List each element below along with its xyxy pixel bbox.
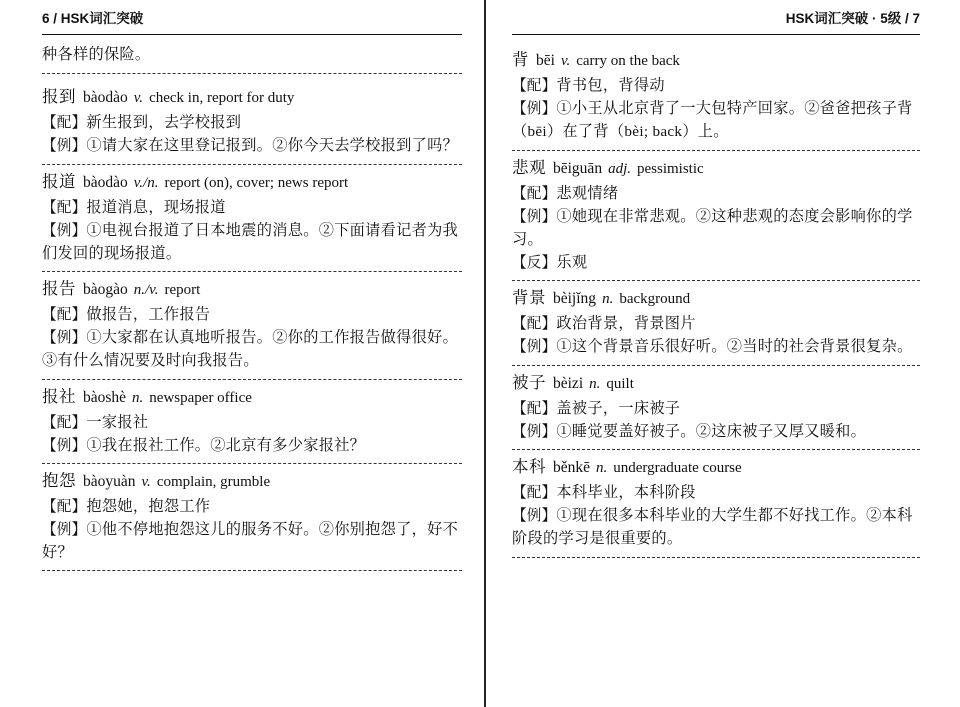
entry-line-text: ①她现在非常悲观。②这种悲观的态度会影响你的学习。 — [512, 207, 913, 248]
entry-line-tag: 【配】 — [512, 400, 557, 417]
entry-headword: 抱怨 — [42, 471, 76, 490]
entry-part-of-speech: n./v. — [133, 282, 159, 299]
entry-collocation-line — [42, 196, 462, 219]
entry-headword: 报到 — [42, 88, 76, 107]
dictionary-entry — [42, 464, 462, 572]
entry-headline — [512, 286, 920, 311]
entry-line-tag: 【配】 — [42, 499, 87, 516]
entry-example-line — [512, 420, 920, 443]
entry-line-text: 报道消息，现场报道 — [86, 198, 226, 216]
entry-example-line — [512, 335, 920, 358]
entry-headline — [42, 85, 462, 110]
entry-pinyin: bàoyuàn — [83, 472, 136, 490]
entry-pinyin: běnkē — [553, 459, 591, 477]
entry-pinyin: bēi — [536, 52, 555, 69]
entry-gloss: quilt — [606, 375, 634, 392]
entry-line-tag: 【例】 — [512, 208, 557, 225]
entry-collocation-line — [512, 182, 920, 205]
entry-pinyin: bàodào — [83, 173, 128, 191]
entry-collocation-line — [42, 495, 462, 518]
entry-collocation-line — [42, 411, 462, 434]
entry-example-line — [512, 97, 920, 143]
entry-headline — [512, 156, 920, 181]
entry-gloss: check in, report for duty — [149, 90, 295, 107]
entry-line-tag: 【配】 — [512, 185, 557, 202]
entry-line-text: ①我在报社工作。②北京有多少家报社？ — [86, 436, 366, 454]
entry-line-tag: 【例】 — [42, 437, 87, 454]
entry-collocation-line — [512, 481, 920, 504]
dictionary-entry — [512, 43, 920, 151]
entry-line-tag: 【配】 — [512, 78, 557, 95]
entry-line-tag: 【例】 — [42, 222, 87, 239]
entry-headword: 报社 — [42, 387, 76, 406]
entry-headline — [42, 277, 462, 302]
entry-gloss: report — [164, 282, 201, 299]
entry-line-text: ①这个背景音乐很好听。②当时的社会背景很复杂。 — [556, 338, 913, 356]
entry-part-of-speech: v./n. — [133, 174, 159, 191]
entry-headword: 被子 — [512, 373, 546, 392]
entry-line-tag: 【配】 — [42, 414, 87, 431]
entry-gloss: carry on the back — [576, 53, 680, 69]
dictionary-entry — [42, 80, 462, 164]
entry-gloss: complain, grumble — [156, 473, 271, 490]
entry-example-line — [42, 518, 462, 564]
entry-line-tag: 【配】 — [512, 485, 557, 502]
entry-pinyin: bàoshè — [83, 388, 127, 406]
entry-antonym-line — [512, 251, 920, 274]
entry-headline — [42, 385, 462, 410]
entry-line-tag: 【例】 — [512, 339, 557, 356]
entry-line-text: 背书包，背得动 — [556, 77, 665, 95]
left-header-rule — [42, 34, 462, 35]
entry-headline — [512, 371, 920, 396]
entry-line-text: 做报告，工作报告 — [86, 306, 211, 324]
entry-part-of-speech: v. — [133, 90, 144, 107]
dictionary-entry — [42, 272, 462, 380]
entry-example-line — [512, 205, 920, 251]
entry-line-tag: 【例】 — [42, 138, 87, 155]
entry-part-of-speech: n. — [596, 460, 608, 477]
entry-line-text: ①他不停地抱怨这儿的服务不好。②你别抱怨了，好不好？ — [42, 521, 459, 562]
entry-line-text: 盖被子，一床被子 — [556, 399, 681, 417]
entry-pinyin: bàodào — [83, 89, 128, 107]
entry-collocation-line — [42, 111, 462, 134]
entry-example-line — [42, 134, 462, 157]
entry-part-of-speech: v. — [560, 53, 571, 69]
entry-line-tag: 【配】 — [42, 307, 87, 324]
entry-line-tag: 【例】 — [512, 423, 557, 440]
left-running-head: 6 / HSK词汇突破 — [42, 11, 144, 26]
entry-example-line — [42, 434, 462, 457]
entry-line-text: 新生报到，去学校报到 — [86, 114, 242, 132]
entry-pinyin: bēiguān — [553, 159, 603, 177]
entry-part-of-speech: v. — [141, 473, 151, 490]
entry-line-tag: 【例】 — [42, 522, 87, 539]
entry-headword: 悲观 — [512, 158, 546, 177]
entry-line-text: ①睡觉要盖好被子。②这床被子又厚又暖和。 — [556, 422, 867, 440]
entry-headword: 背 — [512, 51, 529, 69]
entry-headword: 报道 — [42, 172, 76, 191]
entry-line-text: 一家报社 — [86, 413, 149, 431]
entry-example-line — [512, 504, 920, 550]
entry-pinyin: bèijǐng — [553, 290, 597, 308]
entry-line-tag: 【例】 — [42, 330, 87, 347]
entry-headword: 本科 — [512, 458, 546, 477]
entry-collocation-line — [42, 303, 462, 326]
entry-line-tag: 【反】 — [512, 255, 557, 272]
entry-line-tag: 【配】 — [42, 199, 87, 216]
dictionary-entry — [512, 281, 920, 365]
entry-collocation-line — [512, 397, 920, 420]
entry-line-tag: 【配】 — [512, 316, 557, 333]
entry-line-text: 悲观情绪 — [556, 184, 619, 202]
entry-line-text: ①小王从北京背了一大包特产回家。②爸爸把孩子背（bēi）在了背（bèi; back）上。 — [512, 100, 913, 141]
entry-line-text: 本科毕业，本科阶段 — [556, 484, 696, 502]
entry-line-tag: 【配】 — [42, 115, 87, 132]
entry-part-of-speech: n. — [602, 291, 614, 308]
entry-line-text: ①电视台报道了日本地震的消息。②下面请看记者为我们发回的现场报道。 — [42, 221, 459, 262]
right-entry-list — [512, 43, 920, 558]
entry-line-text: ①请大家在这里登记报到。②你今天去学校报到了吗？ — [86, 137, 459, 155]
entry-part-of-speech: adj. — [608, 160, 631, 177]
dictionary-entry — [42, 165, 462, 273]
entry-line-tag: 【例】 — [512, 101, 557, 118]
entry-line-text: 政治背景，背景图片 — [556, 315, 696, 333]
entry-headline — [42, 469, 462, 494]
entry-headline — [42, 170, 462, 195]
right-header-rule — [512, 34, 920, 35]
right-page — [484, 0, 960, 707]
entry-example-line — [42, 326, 462, 372]
dictionary-entry — [512, 151, 920, 282]
entry-headword: 背景 — [512, 289, 546, 308]
entry-collocation-line — [512, 312, 920, 335]
left-entry-list — [42, 43, 462, 571]
entry-gloss: undergraduate course — [613, 460, 742, 477]
entry-headline — [512, 48, 920, 73]
entry-part-of-speech: n. — [132, 389, 144, 406]
entry-line-text: 乐观 — [556, 254, 588, 272]
dictionary-entry — [42, 380, 462, 464]
dictionary-entry — [512, 366, 920, 450]
entry-pinyin: bàogào — [83, 281, 128, 299]
entry-gloss: newspaper office — [149, 389, 252, 406]
entry-line-text: ①大家都在认真地听报告。②你的工作报告做得很好。③有什么情况要及时向我报告。 — [42, 329, 459, 370]
entry-headline — [512, 455, 920, 480]
entry-example-line — [42, 219, 462, 265]
entry-part-of-speech: n. — [589, 375, 601, 392]
right-running-head: HSK词汇突破 · 5级 / 7 — [785, 11, 920, 26]
entry-line-text: ①现在很多本科毕业的大学生都不好找工作。②本科阶段的学习是很重要的。 — [512, 507, 913, 548]
entry-gloss: background — [619, 291, 691, 308]
entry-pinyin: bèizi — [553, 374, 584, 392]
entry-collocation-line — [512, 74, 920, 97]
entry-gloss: pessimistic — [637, 160, 704, 177]
entry-gloss: report (on), cover; news report — [164, 174, 349, 191]
entry-line-text: 抱怨她，抱怨工作 — [86, 498, 211, 516]
dictionary-entry — [512, 450, 920, 558]
entry-headword: 报告 — [42, 280, 76, 299]
carryover-text: 种各样的保险。 — [42, 43, 462, 74]
entry-line-tag: 【例】 — [512, 508, 557, 525]
